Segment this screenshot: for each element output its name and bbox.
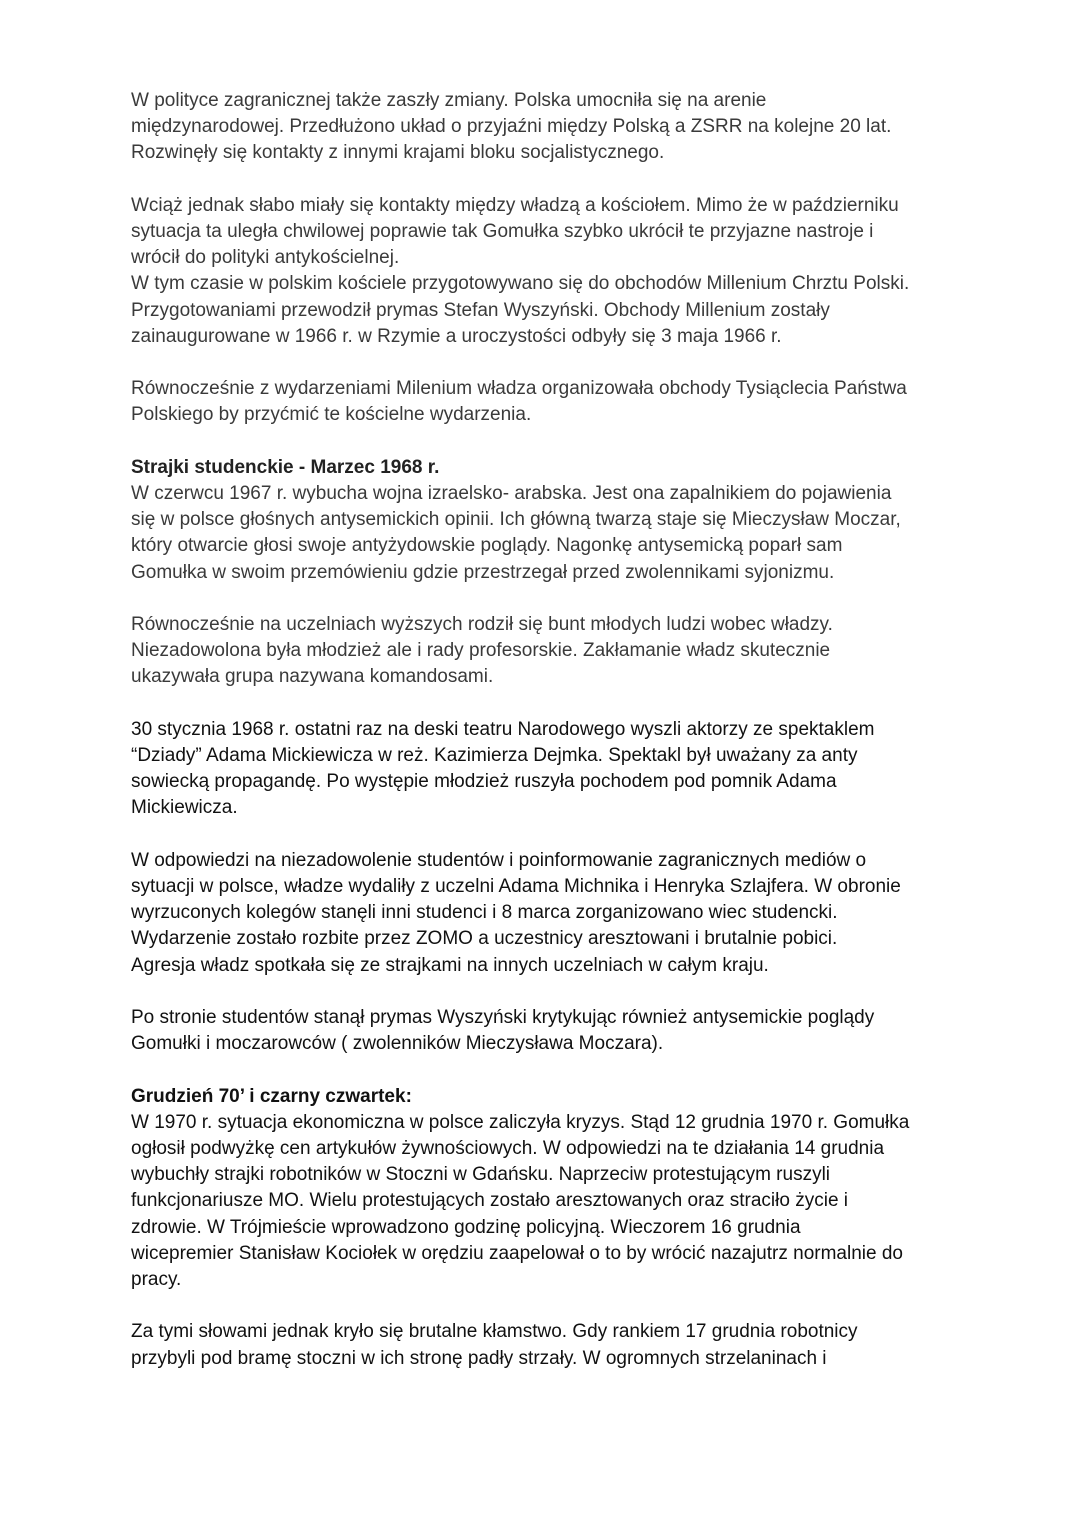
heading-march-1968: Strajki studenckie - Marzec 1968 r.	[131, 456, 440, 478]
paragraph-crisis-1970: W 1970 r. sytuacja ekonomiczna w polsce zaliczyła kryzys. Stąd 12 grudnia 1970 r. Gomułka ogłosił podwyżkę cen artykułów żywnościowych. W odpowiedzi na te działania 14 grudnia wybuchły strajki robotników w Stoczni w Gdańsku. Naprzeciw protestującym ruszyli funkcjonariusze MO. Wielu protestujących zostało aresztowanych oraz straciło życie i zdrowie. W Trójmieście wprowadzono godzinę policyjną. Wieczorem 16 grudnia wicepremier Stanisław Kociołek w orędziu zaapelował o to by wrócić nazajutrz normalnie do pracy.	[131, 1111, 910, 1291]
paragraph-student-revolt: Równocześnie na uczelniach wyższych rodził się bunt młodych ludzi wobec władzy. Niezadowolona była młodzież ale i rady profesorskie. Zakłamanie władz skutecznie ukazywała grupa nazywana komandosami.	[131, 614, 833, 688]
paragraph-black-thursday: Za tymi słowami jednak kryło się brutalne kłamstwo. Gdy rankiem 17 grudnia robotnicy przybyli pod bramę stoczni w ich stronę padły strzały. W ogromnych strzelaninach i	[131, 1321, 858, 1369]
paragraph-wyszynski: Po stronie studentów stanął prymas Wyszyński krytykując również antysemickie poglądy Gomułki i moczarowców ( zwolenników Mieczysława Moczara).	[131, 1007, 875, 1055]
paragraph-state-millennium: Równocześnie z wydarzeniami Milenium władza organizowała obchody Tysiąclecia Państwa Polskiego by przyćmić te kościelne wydarzenia.	[131, 378, 907, 426]
paragraph-foreign-policy: W polityce zagranicznej także zaszły zmiany. Polska umocniła się na arenie międzynarodowej. Przedłużono układ o przyjaźni między Polską a ZSRR na kolejne 20 lat. Rozwinęły się kontakty z innymi krajami bloku socjalistycznego.	[131, 90, 892, 164]
paragraph-dziady: 30 stycznia 1968 r. ostatni raz na deski teatru Narodowego wyszli aktorzy ze spektaklem “Dziady” Adama Mickiewicza w reż. Kazimierza Dejmka. Spektakl był uważany za anty sowiecką propagandę. Po występie młodzież ruszyła pochodem pod pomnik Adama Mickiewicza.	[131, 718, 875, 819]
paragraph-expulsions: W odpowiedzi na niezadowolenie studentów i poinformowanie zagranicznych mediów o sytuacji w polsce, władze wydaliły z uczelni Adama Michnika i Henryka Szlajfera. W obronie wyrzuconych kolegów stanęli inni studenci i 8 marca zorganizowano wiec studencki. Wydarzenie zostało rozbite przez ZOMO a uczestnicy aresztowani i brutalnie pobici. Agresja władz spotkała się ze strajkami na innych uczelniach w całym kraju.	[131, 849, 901, 976]
document-page	[131, 88, 961, 1372]
paragraph-millennium: W tym czasie w polskim kościele przygotowywano się do obchodów Millenium Chrztu Polski. Przygotowaniami przewodził prymas Stefan Wyszyński. Obchody Millenium zostały zainaugurowane w 1966 r. w Rzymie a uroczystości odbyły się 3 maja 1966 r.	[131, 273, 910, 347]
paragraph-antisemitism: W czerwcu 1967 r. wybucha wojna izraelsko- arabska. Jest ona zapalnikiem do pojawienia się w polsce głośnych antysemickich opinii. Ich główną twarzą staje się Mieczysław Moczar, który otwarcie głosi swoje antyżydowskie poglądy. Nagonkę antysemicką poparł sam Gomułka w swoim przemówieniu gdzie przestrzegał przed zwolennikami syjonizmu.	[131, 483, 901, 583]
heading-december-1970: Grudzień 70’ i czarny czwartek:	[131, 1085, 412, 1107]
paragraph-church-relations: Wciąż jednak słabo miały się kontakty między władzą a kościołem. Mimo że w październiku sytuacja ta uległa chwilowej poprawie tak Gomułka szybko ukrócił te przyjazne nastroje i wrócił do polityki antykościelnej.	[131, 194, 899, 269]
